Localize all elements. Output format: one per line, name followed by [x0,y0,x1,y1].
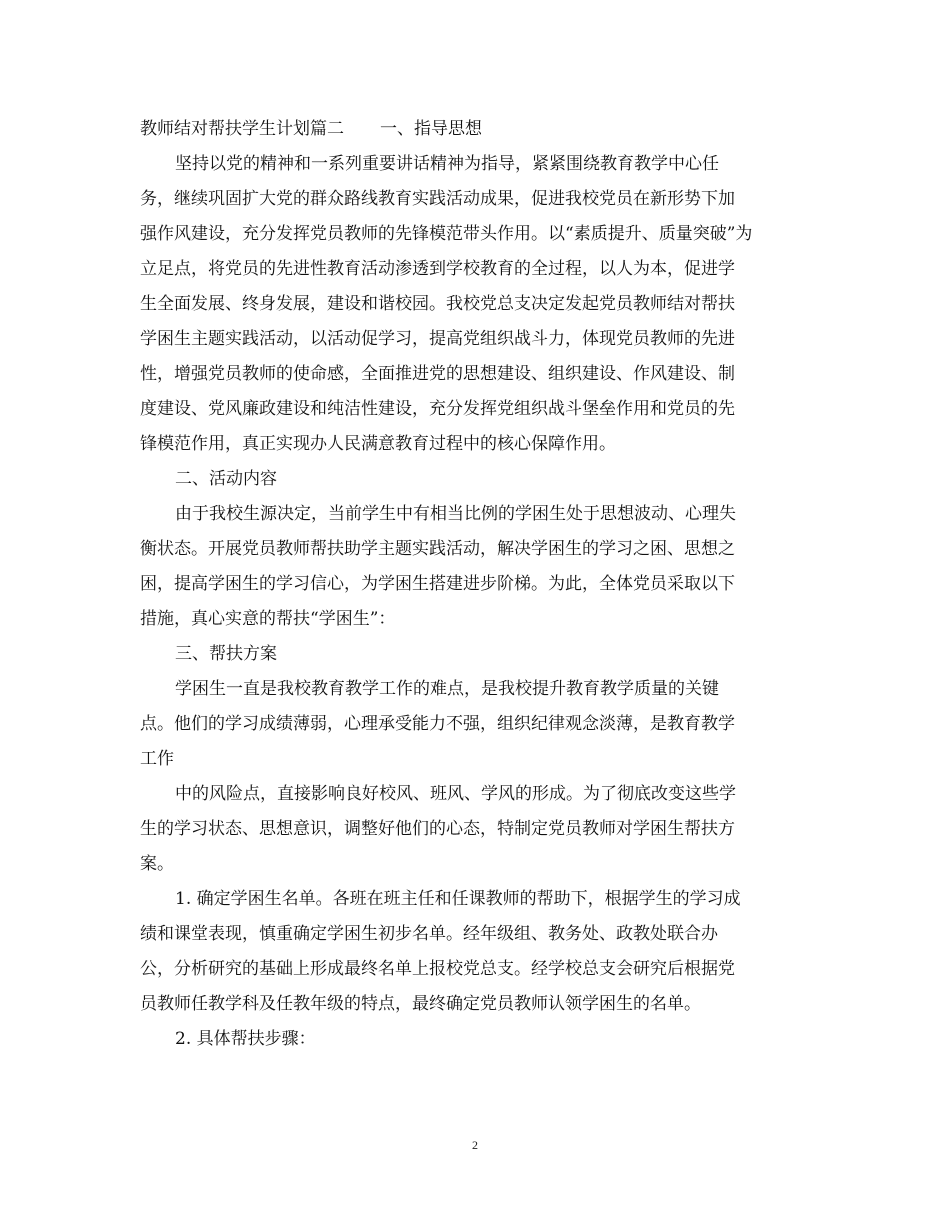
paragraph-line: 强作风建设，充分发挥党员教师的先锋模范带头作用。以“素质提升、质量突破”为 [140,224,753,244]
paragraph-line: 员教师任教学科及任教年级的特点，最终确定党员教师认领学困生的名单。 [140,994,701,1014]
list-item-1: 1. 确定学困生名单。各班在班主任和任课教师的帮助下，根据学生的学习成 [175,889,741,909]
paragraph-line: 由于我校生源决定，当前学生中有相当比例的学困生处于思想波动、心理失 [175,504,736,524]
paragraph-line: 案。 [140,854,174,874]
paragraph-line: 立足点，将党员的先进性教育活动渗透到学校教育的全过程，以人为本，促进学 [140,259,735,279]
paragraph-line: 生全面发展、终身发展，建设和谐校园。我校党总支决定发起党员教师结对帮扶 [140,294,735,314]
paragraph-line: 困，提高学困生的学习信心，为学困生搭建进步阶梯。为此，全体党员采取以下 [140,574,735,594]
paragraph-line: 工作 [140,749,174,769]
document-title: 教师结对帮扶学生计划篇二 [140,119,344,139]
document-header-line [140,112,810,147]
paragraph-line: 中的风险点，直接影响良好校风、班风、学风的形成。为了彻底改变这些学 [175,784,736,804]
paragraph-line: 锋模范作用，真正实现办人民满意教育过程中的核心保障作用。 [140,434,616,454]
paragraph-line: 衡状态。开展党员教师帮扶助学主题实践活动，解决学困生的学习之困、思想之 [140,539,735,559]
paragraph-line: 学困生主题实践活动，以活动促学习，提高党组织战斗力，体现党员教师的先进 [140,329,735,349]
section-heading-guiding-ideology: 一、指导思想 [380,119,482,139]
paragraph-line: 措施，真心实意的帮扶“学困生”： [140,609,396,629]
section-heading-activity-content: 二、活动内容 [175,469,277,489]
paragraph-line: 度建设、党风廉政建设和纯洁性建设，充分发挥党组织战斗堡垒作用和党员的先 [140,399,735,419]
paragraph-line: 学困生一直是我校教育教学工作的难点，是我校提升教育教学质量的关键 [175,679,719,699]
paragraph-line: 务，继续巩固扩大党的群众路线教育实践活动成果，促进我校党员在新形势下加 [140,189,735,209]
paragraph-line: 生的学习状态、思想意识，调整好他们的心态，特制定党员教师对学困生帮扶方 [140,819,735,839]
paragraph-line: 绩和课堂表现，慎重确定学困生初步名单。经年级组、教务处、政教处联合办 [140,924,718,944]
paragraph-line: 公，分析研究的基础上形成最终名单上报校党总支。经学校总支会研究后根据党 [140,959,735,979]
document-body [140,112,810,1057]
paragraph-line: 点。他们的学习成绩薄弱，心理承受能力不强，组织纪律观念淡薄，是教育教学 [140,714,735,734]
section-heading-assistance-plan: 三、帮扶方案 [175,644,277,664]
paragraph-line: 性，增强党员教师的使命感，全面推进党的思想建设、组织建设、作风建设、制 [140,364,735,384]
page-number: 2 [472,1138,478,1152]
list-item-2: 2. 具体帮扶步骤： [175,1029,316,1049]
paragraph-line: 坚持以党的精神和一系列重要讲话精神为指导，紧紧围绕教育教学中心任 [175,154,719,174]
